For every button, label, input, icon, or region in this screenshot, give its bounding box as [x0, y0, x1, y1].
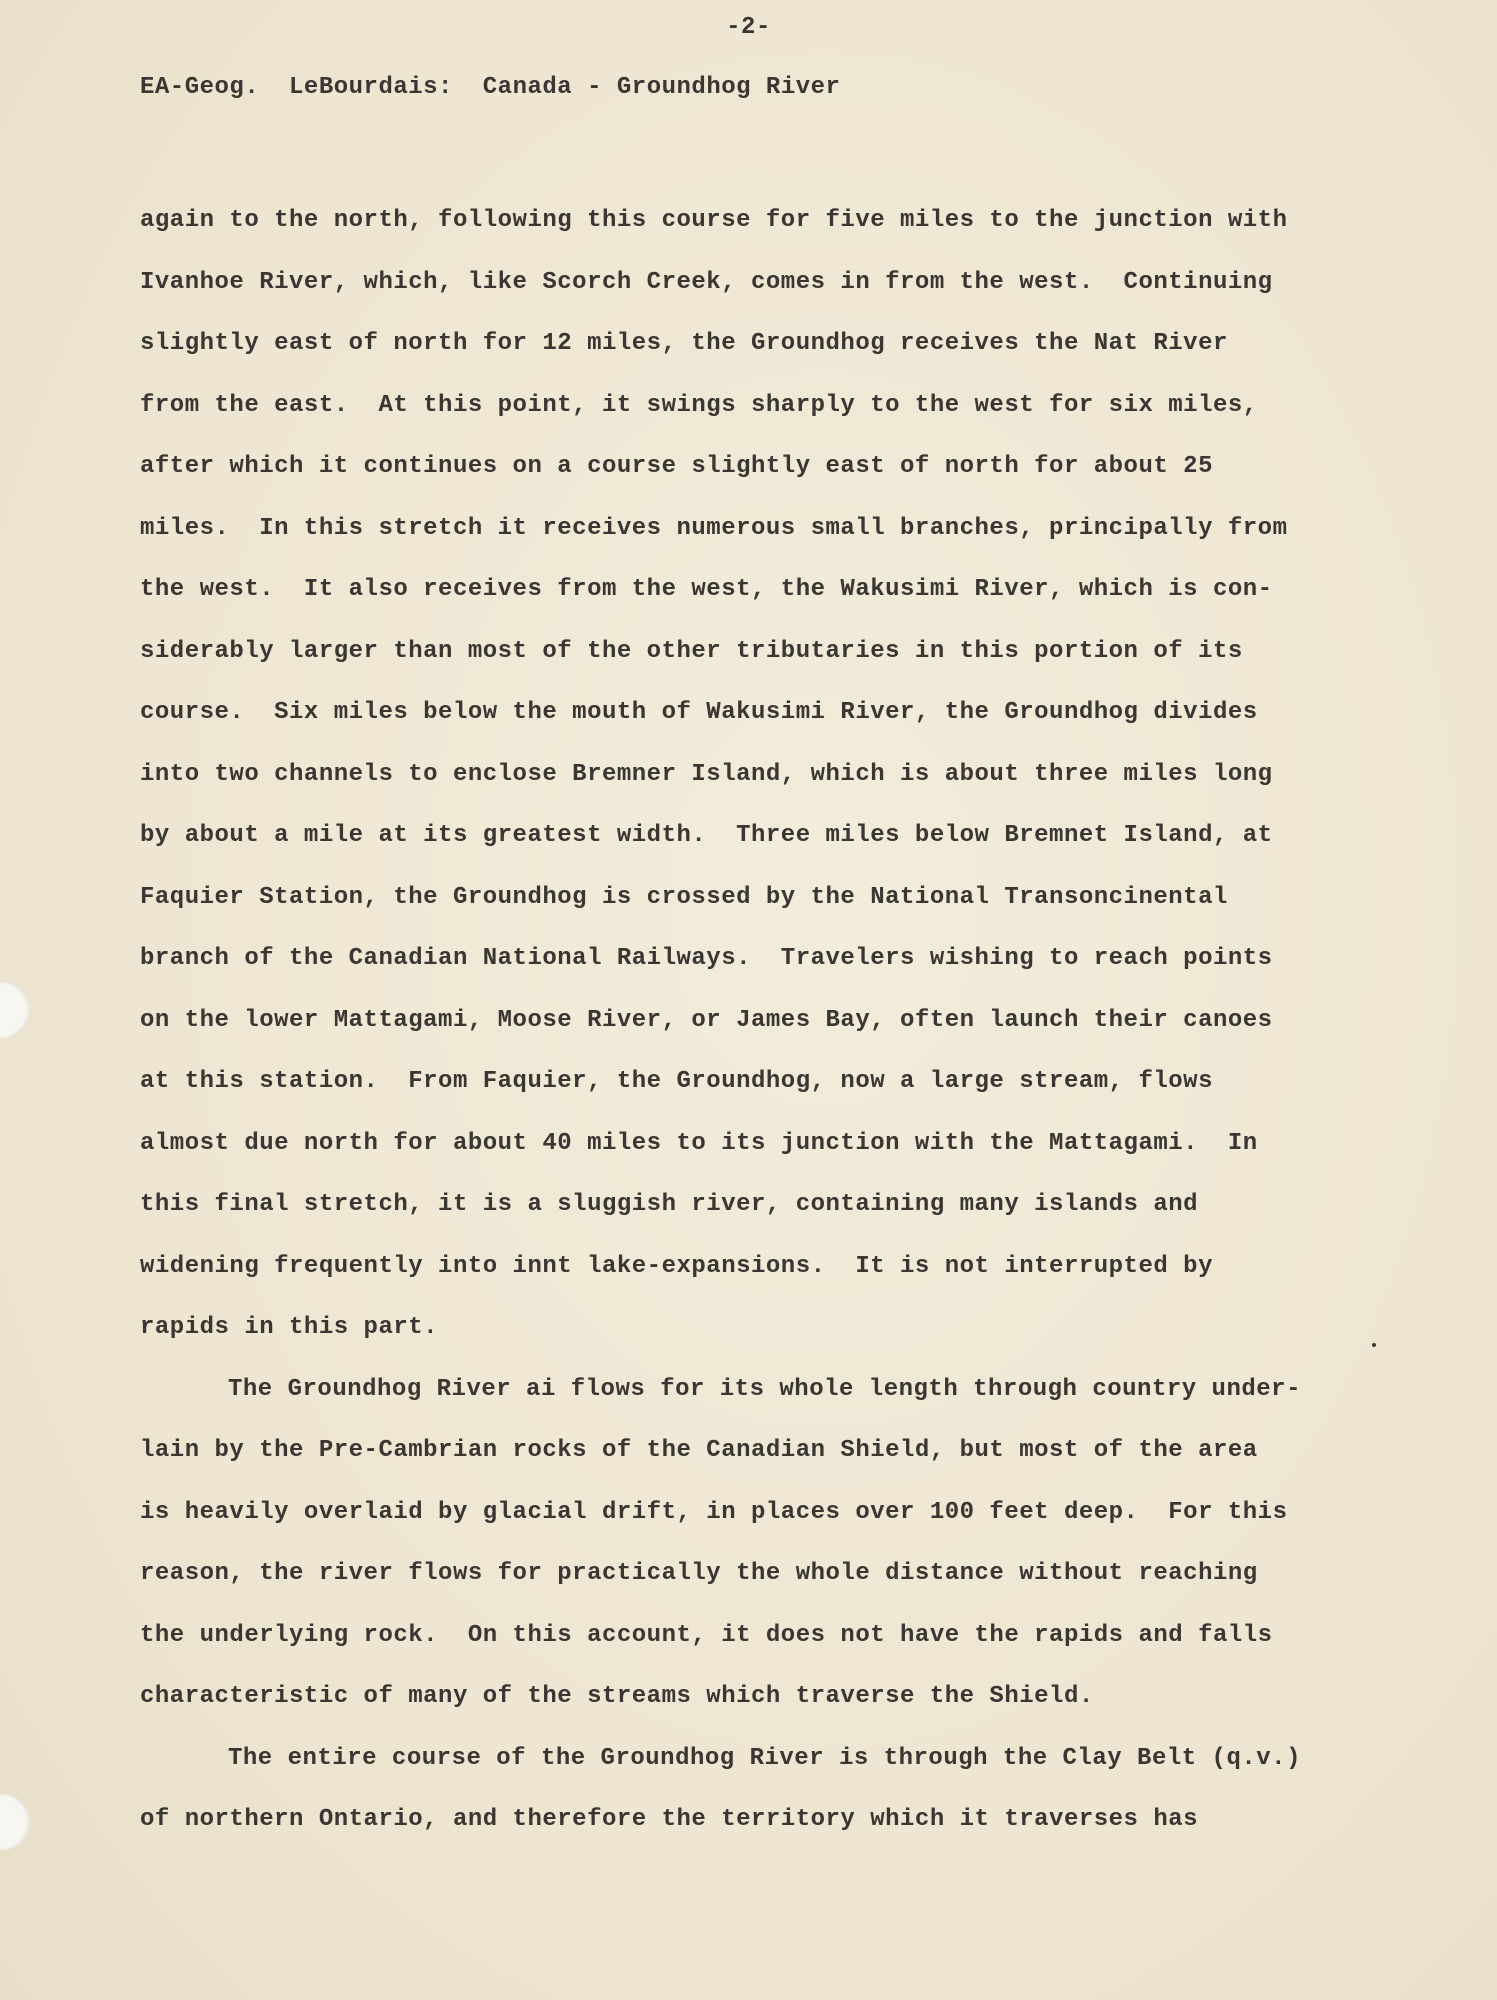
text-line: Faquier Station, the Groundhog is crossed by the National Transoncinental: [140, 883, 1228, 911]
punch-hole: [0, 982, 30, 1038]
text-line: the west. It also receives from the west, the Wakusimi River, which is con-: [140, 576, 1273, 603]
text-line: rapids in this part.: [140, 1314, 439, 1341]
body-text: [140, 190, 1370, 1851]
text-line: from the east. At this point, it swings sharply to the west for six miles,: [140, 391, 1258, 419]
text-line: siderably larger than most of the other tributaries in this portion of its: [140, 637, 1243, 665]
text-line: again to the north, following this course for five miles to the junction with: [140, 207, 1288, 234]
text-line: almost due north for about 40 miles to its junction with the Mattagami. In: [140, 1129, 1258, 1157]
text-line: lain by the Pre-Cambrian rocks of the Canadian Shield, but most of the area: [140, 1437, 1258, 1464]
text-line: this final stretch, it is a sluggish river, containing many islands and: [140, 1191, 1199, 1218]
ink-speck: [1372, 1343, 1376, 1347]
punch-hole: [0, 1794, 30, 1850]
header-code: EA-Geog.: [140, 74, 260, 101]
text-line: slightly east of north for 12 miles, the Groundhog receives the Nat River: [140, 330, 1228, 357]
text-line: after which it continues on a course slightly east of north for about 25: [140, 453, 1213, 480]
text-line: widening frequently into innt lake-expansions. It is not interrupted by: [140, 1252, 1213, 1280]
text-line: Ivanhoe River, which, like Scorch Creek, comes in from the west. Continuing: [140, 268, 1273, 296]
text-line: miles. In this stretch it receives numerous small branches, principally from: [140, 514, 1288, 542]
text-line: into two channels to enclose Bremner Island, which is about three miles long: [140, 760, 1273, 788]
text-line: is heavily overlaid by glacial drift, in places over 100 feet deep. For this: [140, 1498, 1288, 1526]
text-line: on the lower Mattagami, Moose River, or James Bay, often launch their canoes: [140, 1006, 1273, 1034]
paragraph-2: [140, 1359, 1370, 1728]
page-number: -2-: [726, 14, 771, 41]
text-line: characteristic of many of the streams which traverse the Shield.: [140, 1683, 1094, 1710]
text-line: The entire course of the Groundhog River is through the Clay Belt (q.v.): [228, 1744, 1301, 1772]
text-line: The Groundhog River ai flows for its whole length through country under-: [228, 1375, 1301, 1403]
text-line: of northern Ontario, and therefore the territory which it traverses has: [140, 1806, 1199, 1833]
header-author: LeBourdais:: [289, 74, 453, 101]
text-line: at this station. From Faquier, the Groundhog, now a large stream, flows: [140, 1068, 1213, 1095]
text-line: the underlying rock. On this account, it does not have the rapids and falls: [140, 1621, 1273, 1649]
document-header: [140, 74, 840, 101]
text-line: branch of the Canadian National Railways. Travelers wishing to reach points: [140, 945, 1273, 972]
text-line: reason, the river flows for practically the whole distance without reaching: [140, 1560, 1258, 1587]
paragraph-3: [140, 1728, 1370, 1851]
paragraph-1: [140, 190, 1370, 1359]
text-line: course. Six miles below the mouth of Wakusimi River, the Groundhog divides: [140, 699, 1258, 726]
text-line: by about a mile at its greatest width. Three miles below Bremnet Island, at: [140, 822, 1273, 849]
header-title: Canada - Groundhog River: [482, 74, 841, 101]
